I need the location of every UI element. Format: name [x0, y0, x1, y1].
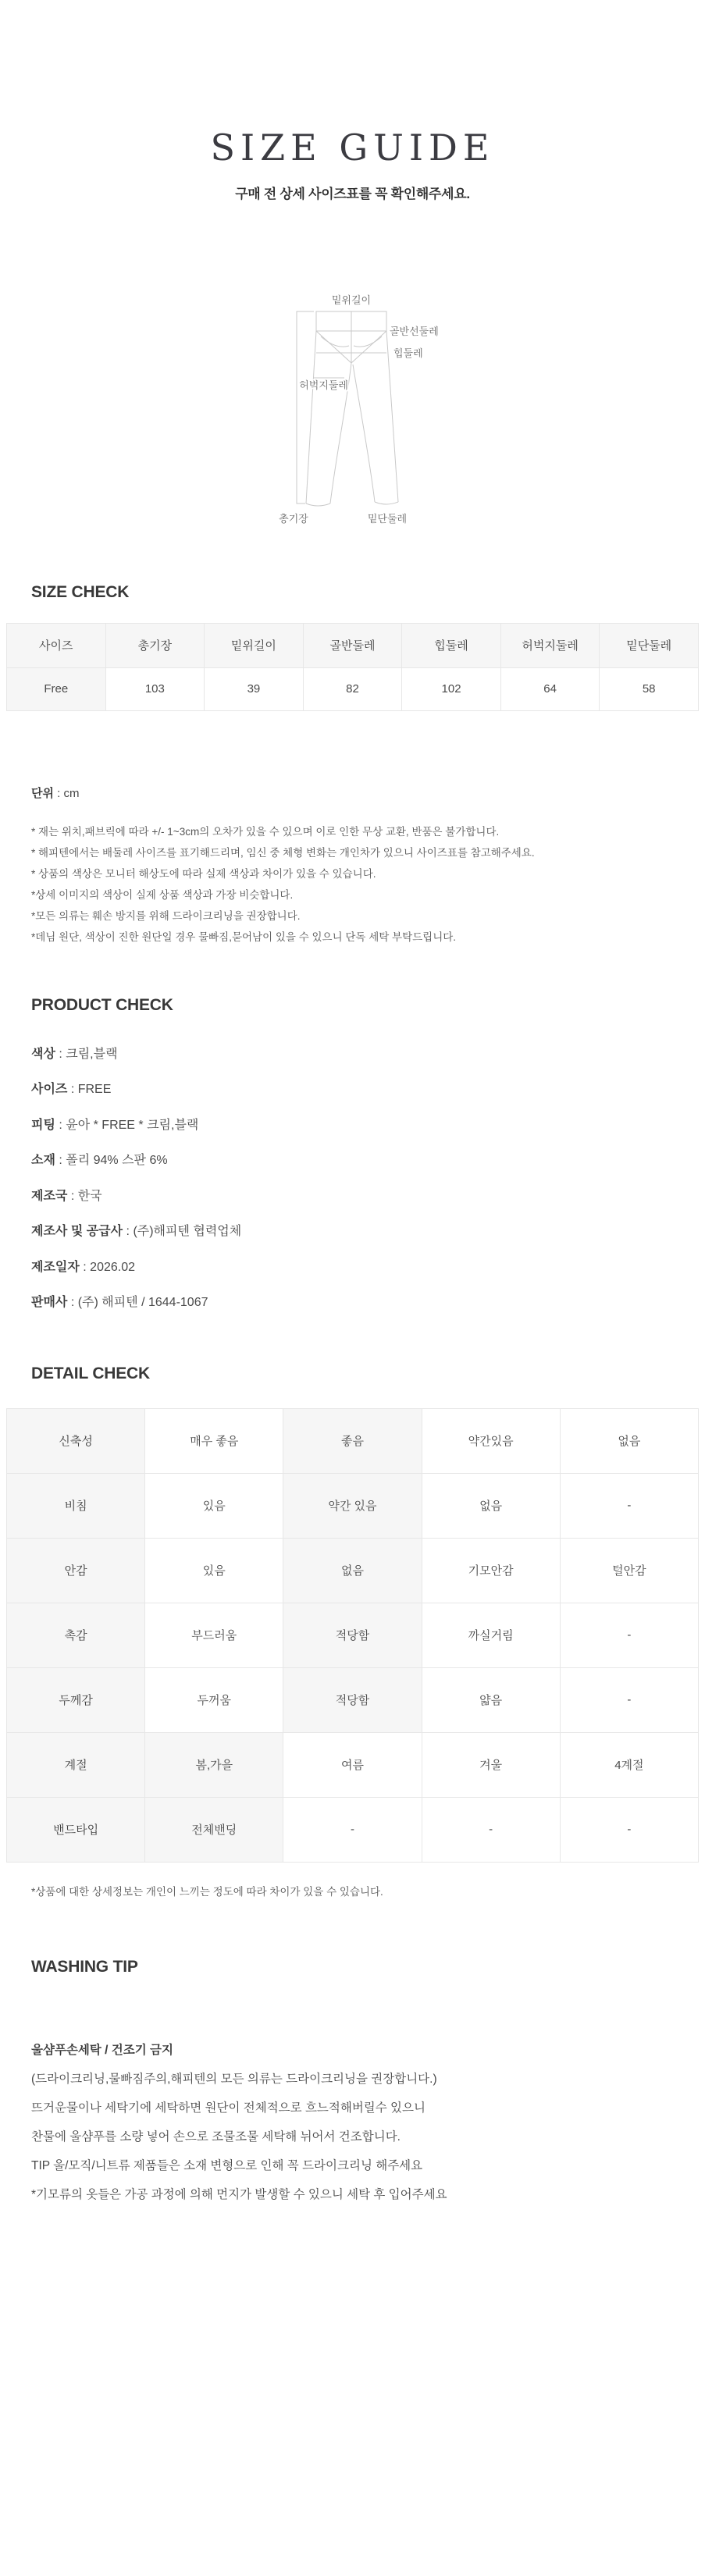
detail-table-wrap	[6, 1408, 699, 1863]
washing-line: *기모류의 옷들은 가공 과정에 의해 먼지가 발생할 수 있으니 세탁 후 입어주세요	[31, 2187, 447, 2201]
detail-option-cell: 털안감	[560, 1538, 698, 1603]
washing-tip-heading: WASHING TIP	[31, 1957, 138, 1976]
size-value-cell: 39	[205, 667, 304, 710]
pocket-right	[354, 336, 382, 347]
product-item-label: 사이즈	[31, 1083, 68, 1097]
size-column-header: 사이즈	[7, 623, 106, 667]
product-item-value: 한국	[77, 1189, 102, 1203]
detail-option-cell: 여름	[283, 1732, 422, 1797]
product-item-value: (주)해피텐 협력업체	[133, 1225, 242, 1239]
product-check-heading: PRODUCT CHECK	[31, 995, 173, 1014]
detail-option-selected: 봄,가을	[145, 1732, 283, 1797]
product-item: 제조국 : 한국	[31, 1189, 102, 1203]
size-value-cell: 102	[402, 667, 501, 710]
detail-table-row	[7, 1408, 699, 1473]
size-column-header: 총기장	[105, 623, 205, 667]
label-pelvis: 골반선둘레	[389, 325, 439, 337]
detail-option-cell: -	[560, 1797, 698, 1862]
size-note: *모든 의류는 훼손 방지를 위해 드라이크리닝을 권장합니다.	[31, 909, 301, 922]
size-column-header: 밑위길이	[205, 623, 304, 667]
product-item-label: 제조사 및 공급사	[31, 1225, 123, 1239]
detail-check-note: *상품에 대한 상세정보는 개인이 느끼는 정도에 따라 차이가 있을 수 있습니다.	[31, 1885, 383, 1898]
pants-illustration	[197, 271, 509, 528]
product-items	[31, 1037, 674, 1321]
detail-option-cell: 부드러움	[145, 1603, 283, 1667]
left-leg-outer	[306, 331, 316, 503]
size-table-wrap	[6, 623, 699, 711]
pelvis-line-left	[316, 331, 351, 363]
size-value-cell: 64	[500, 667, 600, 710]
detail-option-cell: -	[422, 1797, 560, 1862]
product-item-value: 2026.02	[90, 1260, 136, 1274]
detail-row-label: 밴드타입	[7, 1797, 145, 1862]
product-item-value: FREE	[77, 1083, 112, 1097]
washing-lines	[31, 2065, 674, 2209]
detail-option-selected: 적당함	[283, 1667, 422, 1732]
product-item-label: 소재	[31, 1154, 55, 1168]
washing-body	[31, 2036, 674, 2209]
product-item: 판매사 : (주) 해피텐 / 1644-1067	[31, 1296, 208, 1310]
size-value-cell: 58	[600, 667, 699, 710]
size-note: * 재는 위치,패브릭에 따라 +/- 1~3cm의 오차가 있을 수 있으며 이로 인한 무상 교환, 반품은 불가합니다.	[31, 825, 500, 838]
size-name-cell: Free	[7, 667, 106, 710]
detail-option-cell: 없음	[422, 1473, 560, 1538]
size-table-row	[7, 667, 699, 710]
size-value-cell: 103	[105, 667, 205, 710]
product-item-label: 피팅	[31, 1118, 55, 1132]
detail-option-cell: 기모안감	[422, 1538, 560, 1603]
page-subtitle: 구매 전 상세 사이즈표를 꼭 확인해주세요.	[235, 186, 470, 201]
product-item: 사이즈 : FREE	[31, 1083, 112, 1097]
unit-value: cm	[63, 786, 80, 800]
detail-table-row	[7, 1538, 699, 1603]
pocket-left	[321, 336, 349, 347]
detail-row-label: 신축성	[7, 1408, 145, 1473]
hero	[0, 0, 705, 202]
product-item: 색상 : 크림,블랙	[31, 1047, 118, 1061]
detail-option-cell: -	[560, 1473, 698, 1538]
detail-option-cell: 두꺼움	[145, 1667, 283, 1732]
pants-measurement-diagram	[0, 271, 705, 528]
detail-row-label: 비침	[7, 1473, 145, 1538]
washing-line: 뜨거운물이나 세탁기에 세탁하면 원단이 전체적으로 흐느적해버릴수 있으니	[31, 2101, 425, 2115]
size-note: * 상품의 색상은 모니터 해상도에 따라 실제 색상과 차이가 있을 수 있습니다.	[31, 867, 376, 880]
detail-option-cell: 없음	[560, 1408, 698, 1473]
detail-option-selected: 전체밴딩	[145, 1797, 283, 1862]
size-value-cell: 82	[303, 667, 402, 710]
product-item-label: 제조일자	[31, 1260, 80, 1274]
product-item-value: (주) 해피텐 / 1644-1067	[77, 1296, 208, 1310]
product-item: 소재 : 폴리 94% 스판 6%	[31, 1154, 168, 1168]
detail-option-selected: 없음	[283, 1538, 422, 1603]
detail-option-cell: 약간있음	[422, 1408, 560, 1473]
detail-table-row	[7, 1797, 699, 1862]
detail-option-cell: 겨울	[422, 1732, 560, 1797]
detail-option-selected: 약간 있음	[283, 1473, 422, 1538]
detail-row-label: 두께감	[7, 1667, 145, 1732]
size-note: *데님 원단, 색상이 진한 원단일 경우 물빠짐,묻어남이 있을 수 있으니 단독 세탁 부탁드립니다.	[31, 930, 457, 943]
detail-row-label: 안감	[7, 1538, 145, 1603]
size-column-header: 허벅지둘레	[500, 623, 600, 667]
detail-option-cell: 얇음	[422, 1667, 560, 1732]
size-column-header: 힙둘레	[402, 623, 501, 667]
detail-check-heading: DETAIL CHECK	[31, 1364, 150, 1382]
unit-label: 단위 : cm	[31, 786, 80, 800]
size-column-header: 골반둘레	[303, 623, 402, 667]
product-item: 제조일자 : 2026.02	[31, 1260, 136, 1274]
size-column-header: 밑단둘레	[600, 623, 699, 667]
page-title: SIZE GUIDE	[210, 126, 495, 169]
size-notes	[31, 821, 674, 948]
detail-option-cell: 있음	[145, 1538, 283, 1603]
detail-row-label: 계절	[7, 1732, 145, 1797]
detail-table-row	[7, 1473, 699, 1538]
detail-option-cell: 매우 좋음	[145, 1408, 283, 1473]
product-item-label: 판매사	[31, 1296, 68, 1310]
detail-option-cell: 까실거림	[422, 1603, 560, 1667]
detail-option-selected: 좋음	[283, 1408, 422, 1473]
product-item-label: 제조국	[31, 1189, 68, 1203]
label-hem: 밑단둘레	[367, 512, 407, 525]
product-item-value: 크림,블랙	[66, 1047, 118, 1061]
detail-row-label: 촉감	[7, 1603, 145, 1667]
right-hem	[375, 502, 398, 504]
product-item-value: 윤아 * FREE * 크림,블랙	[66, 1118, 199, 1132]
washing-line: 찬물에 울샴푸를 소량 넣어 손으로 조물조물 세탁해 뉘어서 건조합니다.	[31, 2129, 401, 2144]
right-leg-inner	[353, 365, 375, 502]
product-item-label: 색상	[31, 1047, 55, 1061]
detail-option-cell: -	[560, 1667, 698, 1732]
size-table	[6, 623, 699, 711]
detail-table-row	[7, 1603, 699, 1667]
left-hem	[306, 503, 330, 506]
detail-option-cell: 4계절	[560, 1732, 698, 1797]
detail-option-cell: -	[283, 1797, 422, 1862]
label-thigh: 허벅지둘레	[298, 379, 348, 391]
size-table-header-row	[7, 623, 699, 667]
size-check-heading: SIZE CHECK	[31, 582, 130, 601]
total-length-bracket	[297, 311, 314, 503]
detail-option-selected: 적당함	[283, 1603, 422, 1667]
detail-table-row	[7, 1732, 699, 1797]
detail-option-cell: -	[560, 1603, 698, 1667]
label-hip: 힙둘레	[393, 347, 423, 359]
detail-table-row	[7, 1667, 699, 1732]
product-item-value: 폴리 94% 스판 6%	[66, 1154, 168, 1168]
product-item: 피팅 : 윤아 * FREE * 크림,블랙	[31, 1118, 199, 1132]
size-note: *상세 이미지의 색상이 실제 상품 색상과 가장 비슷합니다.	[31, 888, 294, 901]
label-total-length: 총기장	[278, 512, 308, 525]
detail-table	[6, 1408, 699, 1863]
size-note: * 해피텐에서는 배둘레 사이즈를 표기해드리며, 임신 중 체형 변화는 개인차가 있으니 사이즈표를 참고해주세요.	[31, 846, 535, 859]
product-item: 제조사 및 공급사 : (주)해피텐 협력업체	[31, 1225, 242, 1239]
washing-line: TIP 울/모직/니트류 제품들은 소재 변형으로 인해 꼭 드라이크리닝 해주세요	[31, 2158, 423, 2172]
unit-word: 단위	[31, 786, 54, 800]
washing-line: (드라이크리닝,물빠짐주의,해피텐의 모든 의류는 드라이크리닝을 권장합니다.)	[31, 2072, 437, 2086]
pelvis-line-right	[351, 331, 386, 363]
label-rise: 밑위길이	[331, 294, 371, 306]
washing-title-line: 울샴푸손세탁 / 건조기 금지	[31, 2043, 173, 2057]
detail-option-cell: 있음	[145, 1473, 283, 1538]
